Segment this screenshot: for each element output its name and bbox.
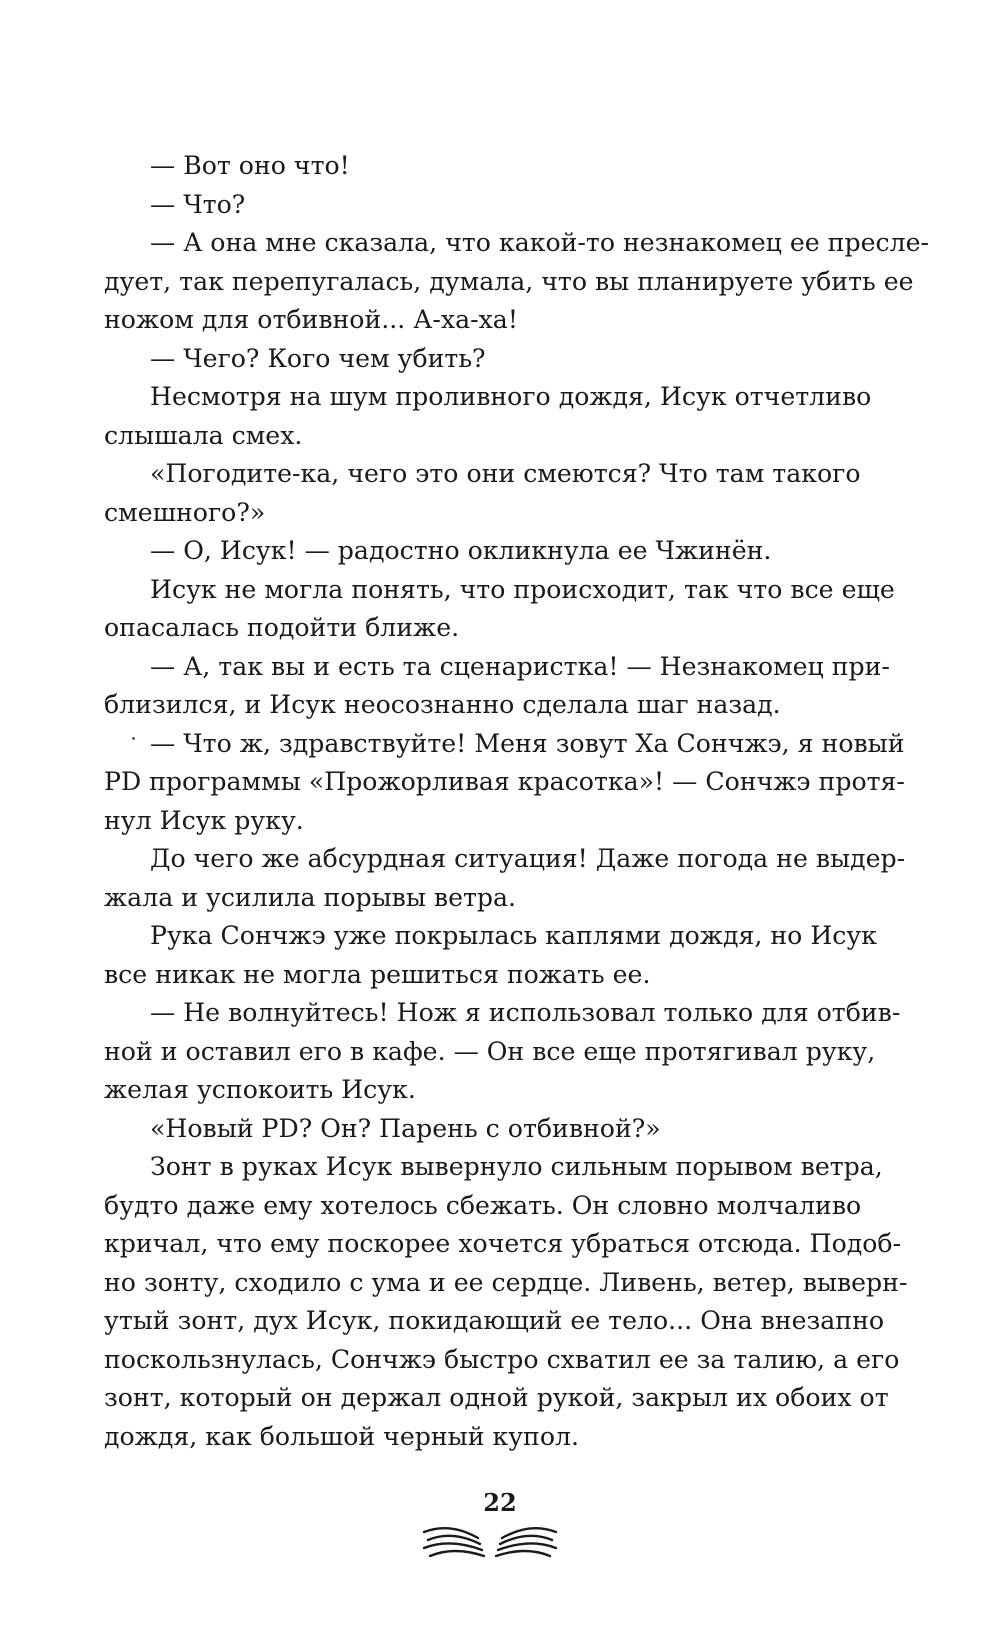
page-number: 22 [483, 1488, 517, 1517]
text-line: будто даже ему хотелось сбежать. Он словно молчаливо [104, 1190, 862, 1220]
text-line: зонт, который он держал одной рукой, закрыл их обоих от [104, 1383, 889, 1412]
text-line: Рука Сончжэ уже покрылась каплями дождя, но Исук [150, 921, 877, 950]
text-line: — А она мне сказала, что какой-то незнакомец ее пресле- [150, 228, 930, 257]
text-line: близился, и Исук неосознанно сделала шаг назад. [104, 690, 781, 719]
text-line: ной и оставил его в кафе. — Он все еще протягивал руку, [104, 1036, 876, 1066]
text-line: — Вот оно что! [150, 151, 350, 180]
text-line: «Погодите-ка, чего это они смеются? Что там такого [150, 459, 861, 488]
body-text [104, 147, 930, 1456]
text-line: но зонту, сходило с ума и ее сердце. Ливень, ветер, выверн- [104, 1267, 908, 1297]
text-line: дует, так перепугалась, думала, что вы планируете убить ее [104, 266, 914, 296]
text-line: Исук не могла понять, что происходит, так что все еще [150, 574, 895, 604]
text-line: Несмотря на шум проливного дождя, Исук отчетливо [150, 382, 872, 411]
text-line: — О, Исук! — радостно окликнула ее Чжинён. [150, 536, 772, 565]
text-line: — Что? [150, 189, 246, 219]
text-line: — Что ж, здравствуйте! Меня зовут Ха Сончжэ, я новый [150, 728, 905, 758]
text-line: утый зонт, дух Исук, покидающий ее тело... Она внезапно [104, 1306, 885, 1335]
text-line: поскользнулась, Сончжэ быстро схватил ее за талию, а его [104, 1344, 900, 1374]
text-line: PD программы «Прожорливая красотка»! — Сончжэ протя- [104, 767, 905, 796]
print-speck [132, 737, 135, 740]
text-line: До чего же абсурдная ситуация! Даже погода не выдер- [150, 844, 906, 873]
text-line: слышала смех. [104, 420, 303, 450]
text-line: — Не волнуйтесь! Нож я использовал только для отбив- [150, 998, 901, 1027]
text-line: — А, так вы и есть та сценаристка! — Незнакомец при- [150, 651, 890, 681]
text-line: — Чего? Кого чем убить? [150, 343, 486, 373]
text-line: все никак не могла решиться пожать ее. [104, 959, 651, 989]
text-line: желая успокоить Исук. [104, 1075, 416, 1104]
text-line: жала и усилила порывы ветра. [104, 882, 517, 912]
text-line: Зонт в руках Исук вывернуло сильным порывом ветра, [150, 1152, 883, 1181]
waves-ornament-icon [420, 1518, 560, 1564]
text-line: дождя, как большой черный купол. [104, 1421, 580, 1451]
text-line: кричал, что ему поскорее хочется убраться отсюда. Подоб- [104, 1229, 902, 1258]
text-line: «Новый PD? Он? Парень с отбивной?» [150, 1113, 661, 1143]
text-line: ножом для отбивной... А-ха-ха! [104, 305, 518, 334]
text-line: опасалась подойти ближе. [104, 613, 460, 642]
text-line: нул Исук руку. [104, 805, 304, 835]
text-line: смешного?» [104, 497, 266, 527]
